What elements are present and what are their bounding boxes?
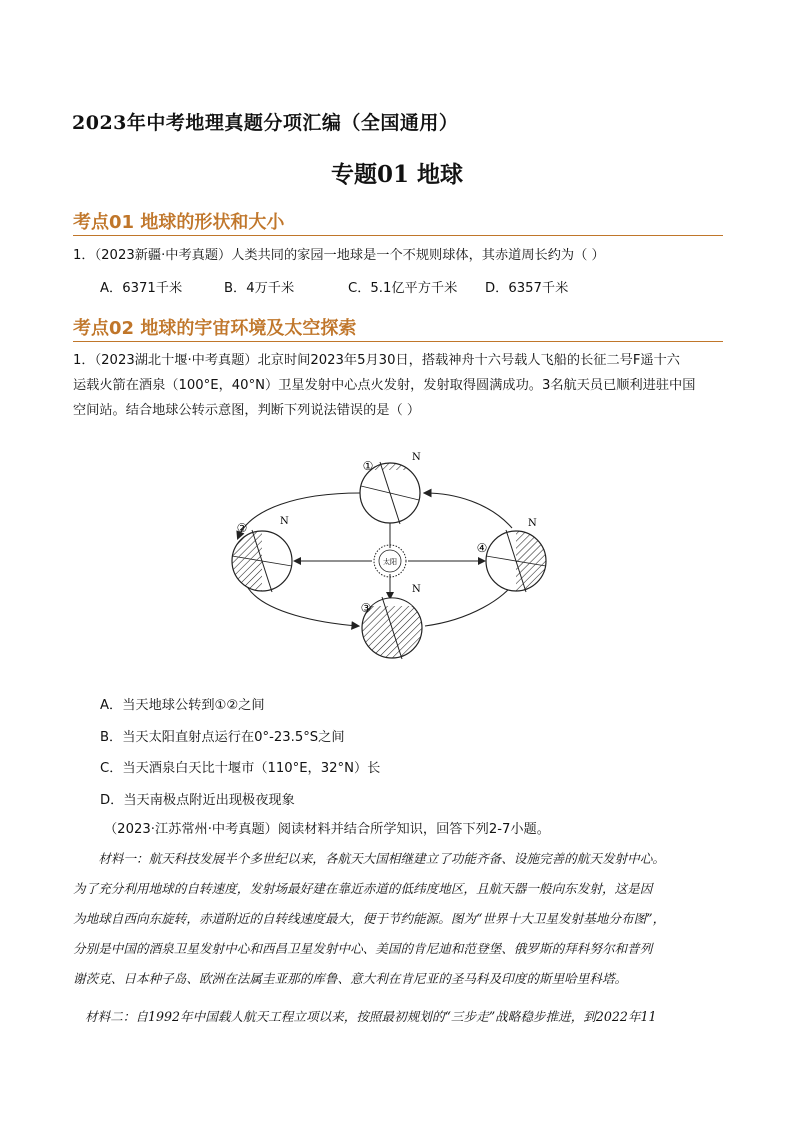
material-two-line-1: 材料二：自1992年中国载人航天工程立项以来，按照最初规划的“三步走”战略稳步推进，到2022年11	[85, 1009, 657, 1024]
sun-label: 太阳	[383, 558, 397, 566]
option-b-q2[interactable]: B．当天太阳直射点运行在0°-23.5°S之间	[100, 730, 345, 745]
question-2	[73, 348, 723, 423]
position-label-2: ②	[236, 521, 248, 535]
option-d-q2[interactable]: D．当天南极点附近出现极夜现象	[100, 793, 295, 808]
topic-title: 专题01 地球	[330, 161, 463, 188]
north-label-3: N	[412, 584, 421, 595]
reading-intro: （2023·江苏常州·中考真题）阅读材料并结合所学知识，回答下列2-7小题。	[104, 822, 550, 837]
question-1-text: 1．（2023新疆·中考真题）人类共同的家园一地球是一个不规则球体，其赤道周长约为（ ）	[73, 248, 605, 263]
north-label-1: N	[412, 452, 421, 463]
earth-position-3	[361, 584, 422, 659]
section-divider-1	[73, 235, 723, 236]
option-a-q2[interactable]: A．当天地球公转到①②之间	[100, 698, 265, 713]
material-one-line-3: 为地球自西向东旋转，赤道附近的自转线速度最大，便于节约能源。图为“世界十大卫星发射基地分布图”，	[73, 911, 666, 926]
question-2-line-3: 空间站。结合地球公转示意图，判断下列说法错误的是（ ）	[73, 403, 421, 418]
material-one	[73, 844, 727, 994]
earth-orbit-diagram	[220, 448, 560, 670]
question-1-options	[100, 277, 568, 296]
position-label-3: ③	[360, 601, 372, 615]
position-label-4: ④	[476, 541, 488, 555]
sun-icon	[374, 545, 406, 577]
position-label-1: ①	[362, 459, 374, 473]
document-title: 2023年中考地理真题分项汇编（全国通用）	[72, 112, 459, 134]
earth-position-4	[477, 518, 546, 592]
question-2-line-2: 运载火箭在酒泉（100°E，40°N）卫星发射中心点火发射，发射取得圆满成功。3名航天员已顺利进驻中国	[73, 378, 696, 393]
material-one-line-4: 分别是中国的酒泉卫星发射中心和西昌卫星发射中心、美国的肯尼迪和范登堡、俄罗斯的拜科努尔和普列	[73, 941, 653, 956]
material-one-line-1: 材料一：航天科技发展半个多世纪以来，各航天大国相继建立了功能齐备、设施完善的航天发射中心。	[98, 851, 665, 866]
option-b[interactable]: B．4万千米	[224, 281, 295, 296]
section-divider-2	[73, 341, 723, 342]
earth-position-1	[360, 452, 421, 524]
question-1	[73, 243, 723, 268]
north-label-4: N	[528, 518, 537, 529]
option-c[interactable]: C．5.1亿平方千米	[348, 281, 458, 296]
material-one-line-5: 谢茨克、日本种子岛、欧洲在法属圭亚那的库鲁、意大利在肯尼亚的圣马科及印度的斯里哈里科塔。	[73, 971, 628, 986]
section-heading-1: 考点01 地球的形状和大小	[73, 212, 285, 233]
north-label-2: N	[280, 516, 289, 527]
earth-position-2	[232, 516, 292, 592]
section-heading-2: 考点02 地球的宇宙环境及太空探索	[73, 318, 357, 339]
option-c-q2[interactable]: C．当天酒泉白天比十堰市（110°E，32°N）长	[100, 761, 381, 776]
option-d[interactable]: D．6357千米	[485, 281, 569, 296]
question-2-line-1: 1．（2023湖北十堰·中考真题）北京时间2023年5月30日，搭载神舟十六号载人飞船的长征二号F遥十六	[73, 353, 680, 368]
material-one-line-2: 为了充分利用地球的自转速度，发射场最好建在靠近赤道的低纬度地区，且航天器一般向东发射，这是因	[73, 881, 653, 896]
option-a[interactable]: A．6371千米	[100, 281, 183, 296]
material-two	[85, 1002, 725, 1032]
